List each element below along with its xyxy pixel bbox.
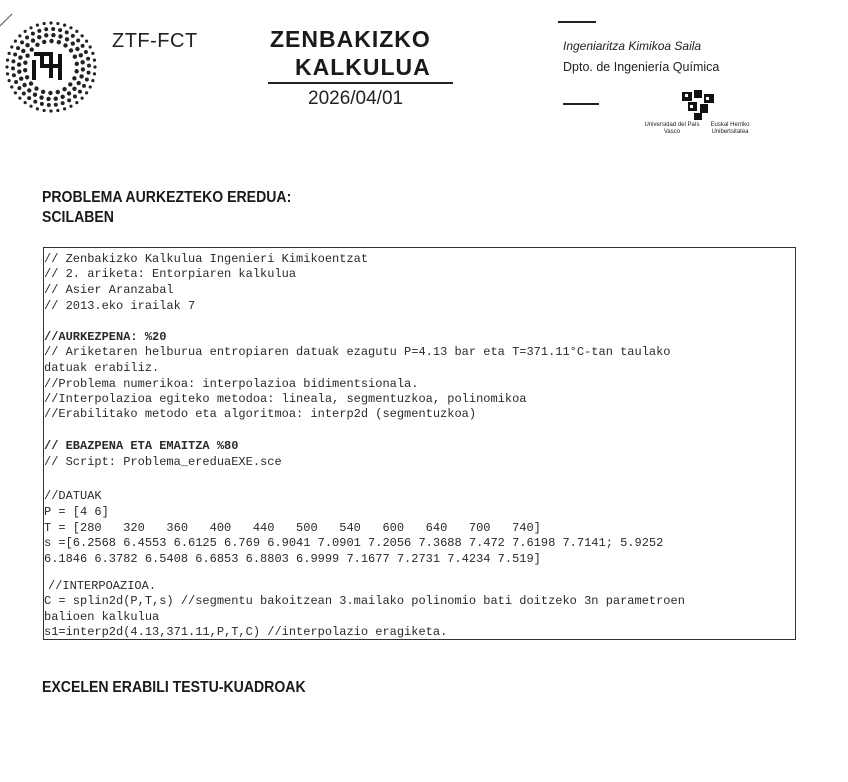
code-line: // Asier Aranzabal xyxy=(44,283,174,297)
code-line: balioen kalkulua xyxy=(44,610,160,624)
section-heading-line-1: PROBLEMA AURKEZTEKO EREDUA: xyxy=(42,189,292,206)
code-line: s1=interp2d(4.13,371.11,P,T,C) //interpolazio eragiketa. xyxy=(44,625,448,639)
code-line: // Script: Problema_ereduaEXE.sce xyxy=(44,455,282,469)
title-line-1: ZENBAKIZKO xyxy=(270,26,431,52)
code-line: //Problema numerikoa: interpolazioa bidimentsionala. xyxy=(44,377,419,391)
scilab-code-box xyxy=(43,247,796,640)
code-line: // 2. ariketa: Entorpiaren kalkulua xyxy=(44,267,297,281)
code-line: // Ariketaren helburua entropiaren datuak ezagutu P=4.13 bar eta T=371.11°C-tan taulako xyxy=(44,345,671,359)
code-line: //DATUAK xyxy=(44,489,102,503)
department-rule-bottom xyxy=(563,103,599,105)
title-line-2: KALKULUA xyxy=(295,54,431,80)
code-line: // EBAZPENA ETA EMAITZA %80 xyxy=(44,439,239,453)
code-line: s =[6.2568 6.4553 6.6125 6.769 6.9041 7.0901 7.2056 7.3688 7.472 7.6198 7.7141; 5.9252 xyxy=(44,536,664,550)
section-heading-excel: EXCELEN ERABILI TESTU-KUADROAK xyxy=(42,679,306,696)
code-line: //Erabilitako metodo eta algoritmoa: interp2d (segmentuzkoa) xyxy=(44,407,477,421)
code-line: T = [280 320 360 400 440 500 540 600 640 700 740] xyxy=(44,521,541,535)
code-line: //AURKEZPENA: %20 xyxy=(44,330,167,344)
code-line: // Zenbakizko Kalkulua Ingenieri Kimikoentzat xyxy=(44,252,369,266)
department-name-spanish: Dpto. de Ingeniería Química xyxy=(563,60,720,74)
title-underline xyxy=(268,82,453,84)
code-line: P = [4 6] xyxy=(44,505,109,519)
code-line: C = splin2d(P,T,s) //segmentu bakoitzean 3.mailako polinomio bati doitzeko 3n parametroen xyxy=(44,594,685,608)
university-caption-spanish: Universidad del País Vasco xyxy=(644,122,700,135)
faculty-code: ZTF-FCT xyxy=(112,30,198,52)
department-rule-top xyxy=(558,21,596,23)
section-heading-line-2: SCILABEN xyxy=(42,209,114,226)
code-line: 6.1846 6.3782 6.5408 6.6853 6.8803 6.9999 7.1677 7.2731 7.4234 7.519] xyxy=(44,552,541,566)
department-name-basque: Ingeniaritza Kimikoa Saila xyxy=(563,39,702,53)
university-logo-icon xyxy=(676,88,720,122)
code-line: // 2013.eko irailak 7 xyxy=(44,299,196,313)
code-line: //Interpolazioa egiteko metodoa: lineala, segmentuzkoa, polinomikoa xyxy=(44,392,527,406)
faculty-logo-icon xyxy=(4,20,98,114)
document-date: 2026/04/01 xyxy=(308,88,404,109)
university-caption-basque: Euskal Herriko Unibertsitatea xyxy=(710,122,750,135)
code-line: //INTERPOAZIOA. xyxy=(48,579,157,593)
code-line: datuak erabiliz. xyxy=(44,361,160,375)
